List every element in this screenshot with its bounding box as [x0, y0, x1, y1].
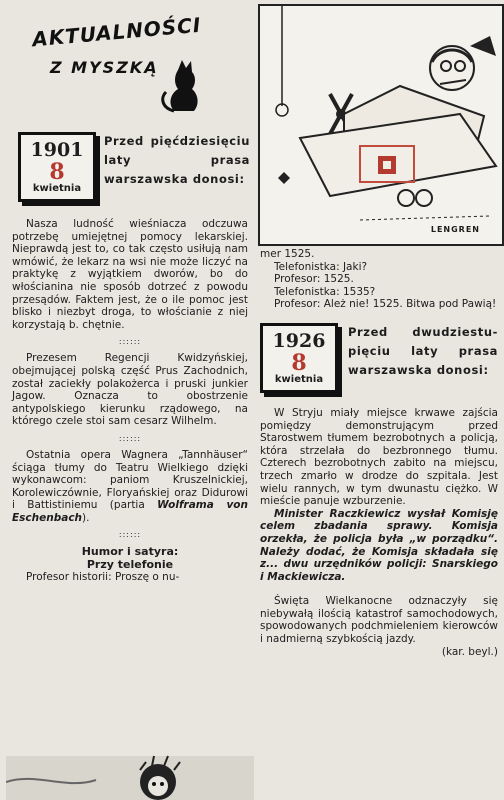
opera-role: Wolframa von Eschenbach: [12, 499, 248, 524]
date-block-1901: [6, 130, 254, 218]
cartoon: [258, 4, 504, 246]
separator: ::::::: [118, 530, 142, 540]
left-column: [6, 6, 254, 800]
airplane-cartoon-icon: [260, 6, 502, 244]
right-column: [258, 0, 500, 800]
article-1926: [260, 407, 498, 658]
date-box-1926: [260, 323, 338, 393]
dialog-start: Profesor historii: Proszę o nu-: [26, 571, 180, 584]
date-year: 1901: [30, 139, 84, 161]
right-text: [260, 248, 498, 658]
masthead: [6, 6, 254, 118]
separator: ::::::: [118, 433, 142, 443]
date-box-1901: [18, 132, 96, 202]
date-day: 8: [291, 349, 307, 376]
paragraph-commission: Minister Raczkiewicz wysłał Komisję celem zbadania sprawy. Komisja orzekła, że policja była „w porządku“. Należy dodać, że Komisja składała się z... dwu urzędników policji: Snarskiego i Mackiewicza.: [260, 507, 498, 583]
bottom-cartoon-fragment-icon: [6, 742, 254, 800]
dialog-line: Profesor: Ależ nie! 1525. Bitwa pod Pawią!: [274, 298, 497, 311]
cat-illustration-icon: [156, 56, 206, 114]
paragraph-regency: Prezesem Regencji Kwidzyńskiej, obejmującej polską część Prus Zachodnich, został zaciekły polakożerca i pruski junkier Jagow. Oznacza to obostrzenie antypolskiego kierunku rządowego, na którego czele stoi sam cesarz Wilhelm.: [12, 352, 248, 428]
section-heading-1926: Przed dwudziestu-pięciu laty prasa warszawska donosi:: [348, 324, 498, 377]
date-month: kwietnia: [32, 183, 82, 194]
date-month: kwietnia: [274, 373, 324, 385]
dialog-line: Telefonistka: 1535?: [274, 285, 376, 298]
cartoon-signature: LENGREN: [430, 225, 480, 234]
paragraph-easter: Święta Wielkanocne odznaczyły się niebywałą ilością katastrof samochodowych, spowodowanych podchmieleniem kierowców i nadmierną szybkością jazdy.: [260, 595, 498, 646]
paragraph-stryj: W Stryju miały miejsce krwawe zajścia pomiędzy demonstrującym przed Starostwem tłumem bezrobotnych a policją, która strzelała do bezbronnego tłumu. Czterech bezrobotnych zabito na miejscu, trzech zmarło w drodze do szpitala. Jest wielu rannych, w tym dwunastu ciężko. W mieście panuje wzburzenie.: [260, 406, 498, 508]
masthead-subtitle: Z MYSZKĄ: [50, 58, 159, 77]
separator: ::::::: [118, 337, 142, 347]
dialog-line: mer 1525.: [260, 248, 315, 260]
masthead-title: AKTUALNOŚCI: [31, 12, 203, 52]
spacer: [260, 583, 498, 595]
date-year: 1926: [272, 329, 326, 352]
article-1901: [12, 218, 248, 584]
humor-subtitle: Przy telefonie: [86, 558, 174, 572]
opera-text-b: ).: [82, 511, 90, 524]
opera-text-a: Ostatnia opera Wagnera „Tannhäuser“ ściąga tłumy do Teatru Wielkiego dzięki wykonawcom: paniom Kruszelnickiej, Korolewiczównie, Floryańskiej oraz Didurowi i Battistiniemu (partia: [12, 448, 248, 512]
date-day: 8: [49, 159, 65, 185]
date-block-1926: [260, 321, 498, 401]
section-heading-1901: Przed pięćdziesięciu laty prasa warszawska donosi:: [104, 134, 250, 186]
author-signature: (kar. beyl.): [441, 645, 498, 658]
dialog-line: Profesor: 1525.: [274, 273, 354, 286]
paragraph-rural-doctors: Nasza ludność wieśniacza odczuwa potrzebę umiejętnej pomocy lekarskiej. Nieprawdą jest to, co tak często usiłują nam wmówić, że lekarz na wsi nie może liczyć na praktykę z wyjątkiem dworów, bo do włościanina nie sposób dotrzeć z powodu przesądów. Faktem jest, że o ile pomoc jest blisko i niezbyt droga, to włościanie z niej korzystają b. chętnie.: [12, 218, 248, 331]
paragraph-opera: [12, 449, 248, 525]
humor-title: Humor i satyra:: [81, 545, 179, 559]
dialog-line: Telefonistka: Jaki?: [274, 260, 368, 273]
